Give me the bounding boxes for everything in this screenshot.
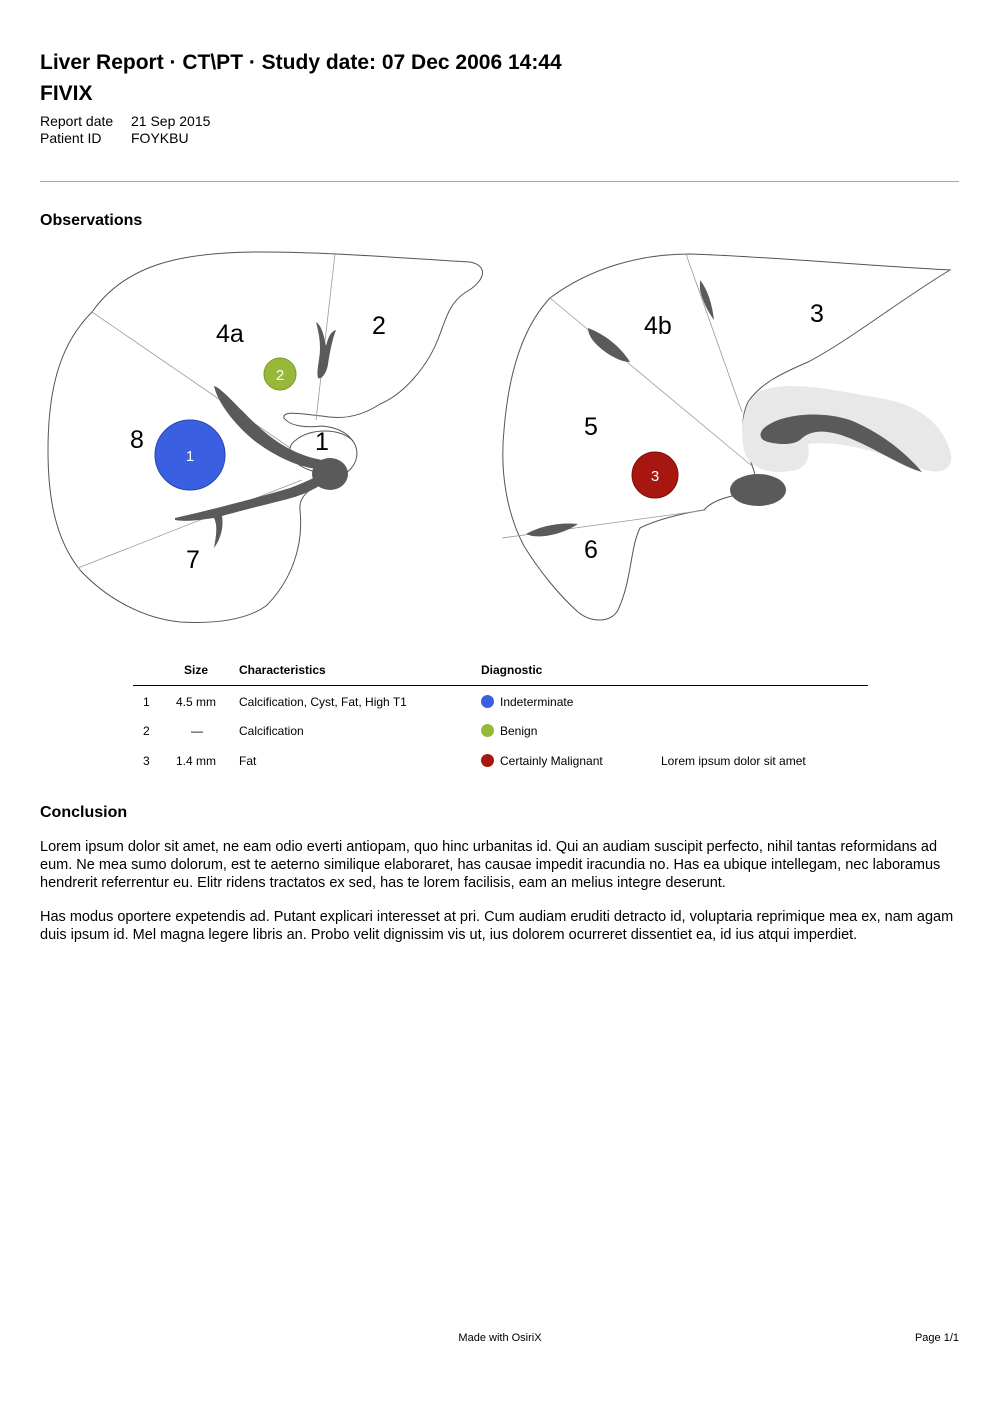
lesion-marker-2 (264, 358, 296, 390)
row-size: 4.5 mm (176, 695, 217, 709)
report-title: Liver Report · CT\PT · Study date: 07 Dec 2006 14:44 (40, 51, 562, 74)
lesion-marker-1 (155, 420, 225, 490)
report-date-value: 21 Sep 2015 (131, 113, 211, 129)
segment-label-3: 3 (810, 300, 824, 328)
row-number: 3 (143, 754, 150, 768)
row-number: 1 (143, 695, 150, 709)
row-diagnostic: Indeterminate (500, 695, 574, 709)
segment-label-7: 7 (186, 546, 200, 574)
diagnostic-color-dot (481, 754, 494, 767)
row-size: 1.4 mm (176, 754, 217, 768)
row-note: Lorem ipsum dolor sit amet (661, 754, 806, 768)
segment-label-2: 2 (372, 312, 386, 340)
report-date-label: Report date (40, 113, 114, 129)
conclusion-paragraph: Has modus oportere expetendis ad. Putant explicari interesset at pri. Cum audiam eruditi detracto id, voluptaria reprimique mea ex, nam agam duis ipsum id. Mel magna legere libris an. Probo velit dignissim vis ut, ius dolorem ocurreret dissentiet ea, id ius atqui imperdiet. (40, 909, 954, 943)
segment-label-5: 5 (584, 413, 598, 441)
lesion-marker-label: 2 (275, 367, 285, 384)
column-header-diagnostic: Diagnostic (481, 663, 543, 677)
segment-label-6: 6 (584, 536, 598, 564)
segment-label-4a: 4a (216, 320, 244, 348)
observations-heading: Observations (40, 212, 143, 229)
lesion-marker-label: 3 (650, 468, 660, 485)
row-number: 2 (143, 724, 150, 738)
diagnostic-color-dot (481, 695, 494, 708)
patient-id-value: FOYKBU (131, 130, 189, 146)
segment-label-4b: 4b (644, 312, 672, 340)
lesion-marker-3 (632, 452, 678, 498)
conclusion-paragraph: Lorem ipsum dolor sit amet, ne eam odio everti antiopam, quo hinc urbanitas id. Qui an audiam suscipit perfecto, nihil tantas reformidans ad eum. Ne mea sumo dolorum, est te aeterno similique elaboraret, has causae impedit iracundia no. Has ea ubique intellegam, nec laboramus hendrerit referrentur eu. Elitr ridens tractatos ex sed, has te lorem facilisis, eam an melius integre deserunt. (40, 839, 941, 891)
row-size: — (191, 724, 203, 738)
row-characteristics: Calcification (239, 724, 304, 738)
table-header-rule (133, 685, 868, 686)
conclusion-heading: Conclusion (40, 804, 128, 821)
column-header-size: Size (184, 663, 209, 677)
footer-page-number: Page 1/1 (914, 1332, 959, 1344)
portal-vein-trunk (730, 474, 786, 506)
footer-made-with: Made with OsiriX (458, 1332, 542, 1344)
diagnostic-color-dot (481, 724, 494, 737)
row-diagnostic: Certainly Malignant (500, 754, 603, 768)
portal-vein-trunk (312, 458, 348, 490)
row-characteristics: Calcification, Cyst, Fat, High T1 (239, 695, 407, 709)
segment-label-1: 1 (315, 428, 329, 456)
segment-label-8: 8 (130, 426, 144, 454)
column-header-characteristics: Characteristics (239, 663, 326, 677)
lesion-marker-label: 1 (185, 448, 195, 465)
patient-name: FIVIX (40, 82, 93, 105)
patient-id-label: Patient ID (40, 130, 102, 146)
liver-segment-diagram (40, 245, 960, 635)
header-divider (40, 181, 959, 182)
row-characteristics: Fat (239, 754, 257, 768)
row-diagnostic: Benign (500, 724, 538, 738)
